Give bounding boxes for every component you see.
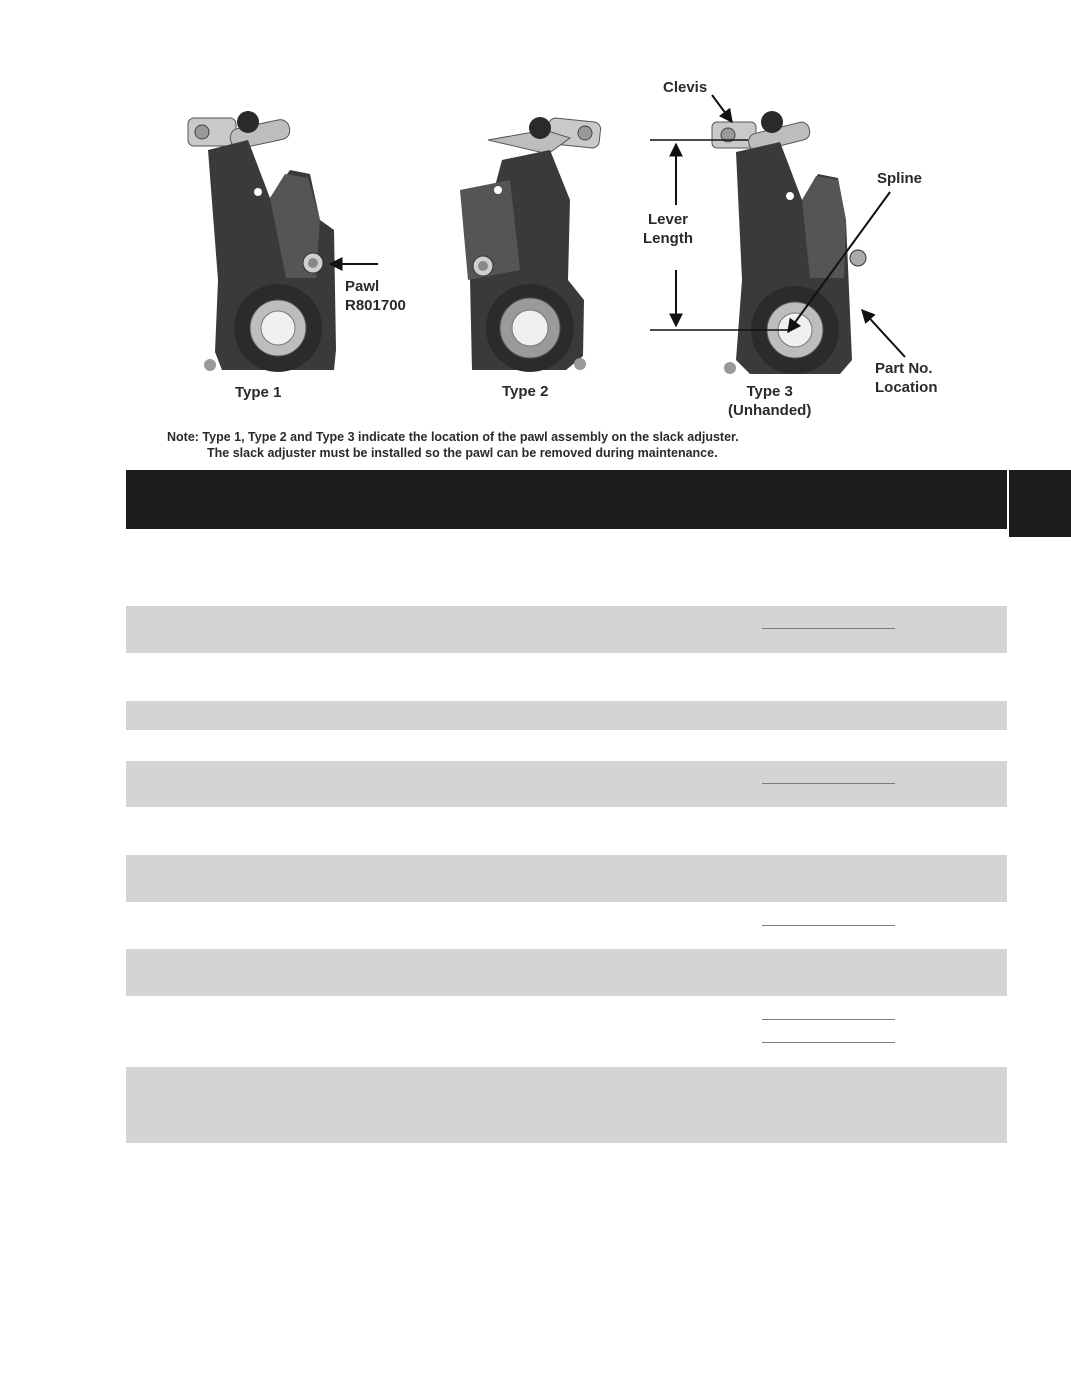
fill-in-line [762, 1042, 895, 1043]
fill-in-line [762, 1019, 895, 1020]
pawl-label: Pawl R801700 [345, 278, 406, 314]
clevis-label: Clevis [663, 79, 708, 96]
fill-in-line [762, 925, 895, 926]
figure-note [167, 429, 739, 461]
type3-adjuster-image [712, 111, 866, 374]
form-row-shaded [126, 949, 1007, 996]
form-row-shaded [126, 761, 1007, 807]
note-line-2: The slack adjuster must be installed so the pawl can be removed during maintenance. [207, 446, 718, 460]
fill-in-line [762, 628, 895, 629]
note-line-1: Note: Type 1, Type 2 and Type 3 indicate the location of the pawl assembly on the slack adjuster. [167, 430, 739, 444]
type1-label: Type 1 [235, 384, 282, 401]
spline-label: Spline [877, 170, 923, 187]
type2-adjuster-image [460, 117, 601, 372]
part-no-location-label: Part No. Location [875, 360, 938, 396]
form-row-shaded [126, 606, 1007, 653]
section-side-tab [1009, 470, 1071, 537]
form-row-shaded [126, 855, 1007, 902]
slack-adjuster-illustration [150, 70, 960, 470]
form-row-shaded [126, 701, 1007, 730]
slack-adjuster-figure [150, 70, 960, 470]
type3-label: Type 3 (Unhanded) [728, 383, 812, 419]
fill-in-line [762, 783, 895, 784]
form-row-shaded [126, 1067, 1007, 1143]
table-header-band [126, 470, 1007, 529]
lever-length-label: Lever Length [643, 211, 693, 247]
type1-adjuster-image [188, 111, 336, 372]
type2-label: Type 2 [502, 383, 549, 400]
